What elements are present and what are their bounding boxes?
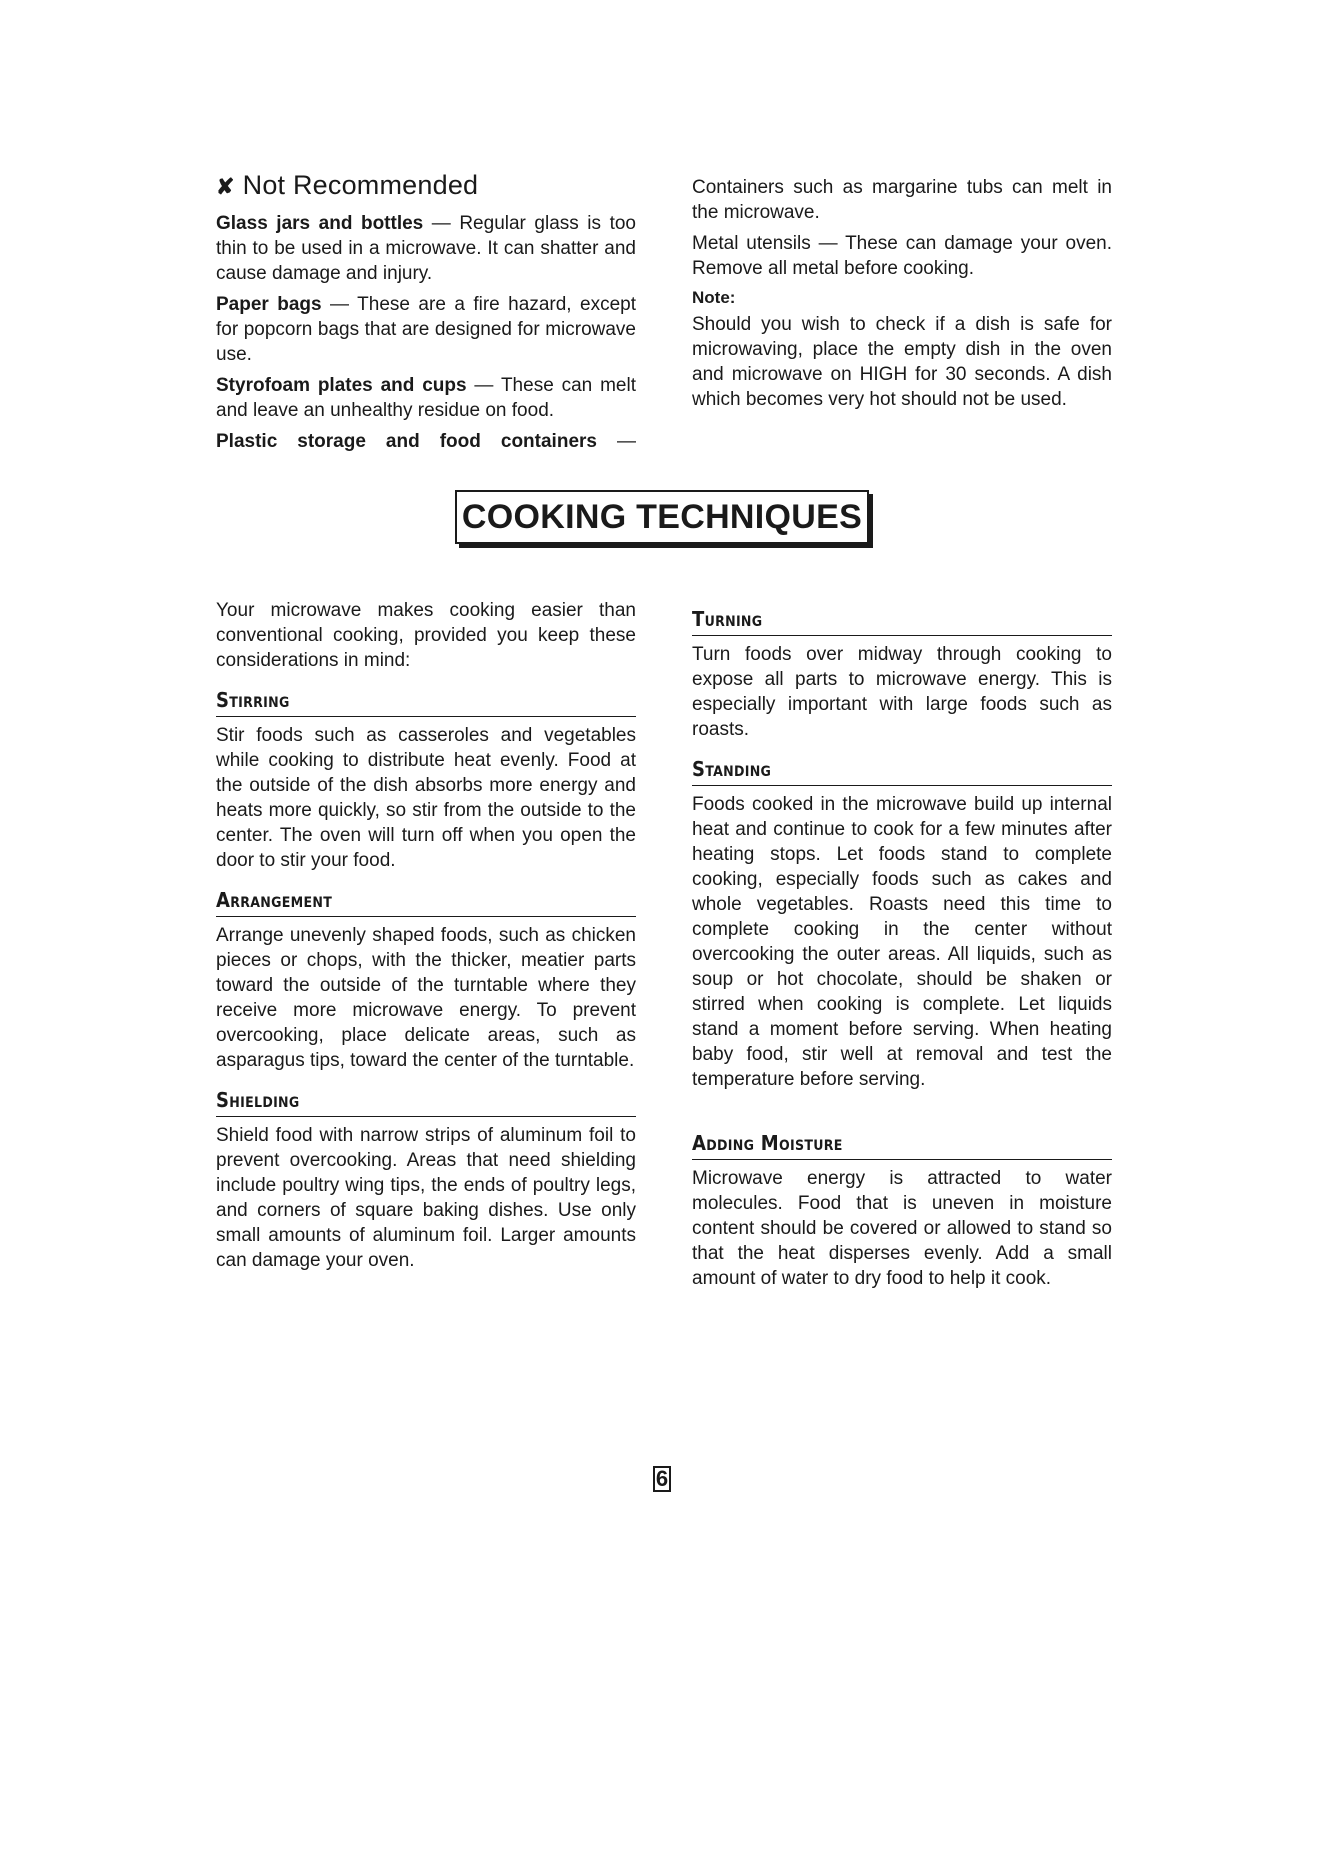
section-stirring <box>216 687 636 873</box>
stirring-heading: Stirring <box>216 687 636 717</box>
shielding-text: Shield food with narrow strips of aluminum foil to prevent overcooking. Areas that need shielding include poultry wing tips, the ends of poultry legs, and corners of square baking dishes. Use only small amounts of aluminum foil. Larger amounts can damage your oven. <box>216 1125 636 1271</box>
item-plastic-storage <box>216 429 636 454</box>
plastic-continuation: Containers such as margarine tubs can melt in the microwave. <box>692 177 1112 223</box>
section-standing <box>692 756 1112 1092</box>
item-term: Glass jars and bottles <box>216 213 424 234</box>
section-shielding <box>216 1087 636 1273</box>
not-recommended-heading-text: Not Recommended <box>242 170 479 200</box>
turning-text: Turn foods over midway through cooking to expose all parts to microwave energy. This is especially important with large foods such as roasts. <box>692 644 1112 740</box>
item-term: Paper bags <box>216 294 322 315</box>
item-text: — Regular glass is too thin to be used in a microwave. It can shatter and cause damage and injury. <box>216 213 636 284</box>
section-adding-moisture <box>692 1130 1112 1291</box>
shielding-heading: Shielding <box>216 1087 636 1117</box>
item-styrofoam <box>216 373 636 423</box>
note-text: Should you wish to check if a dish is safe for microwaving, place the empty dish in the oven and microwave on HIGH for 30 seconds. A dish which becomes very hot should not be used. <box>692 314 1112 410</box>
item-text: — These are a fire hazard, except for popcorn bags that are designed for microwave use. <box>216 294 636 365</box>
item-text: — <box>596 431 636 452</box>
item-term: Plastic storage and food containers <box>216 431 597 452</box>
cooking-left-column <box>216 598 636 1273</box>
stirring-text: Stir foods such as casseroles and vegetables while cooking to distribute heat evenly. Food at the outside of the dish absorbs more energy and heats more quickly, so stir from the outside to the center. The oven will turn off when you open the door to stir your food. <box>216 725 636 871</box>
adding-moisture-text: Microwave energy is attracted to water molecules. Food that is uneven in moisture content should be covered or allowed to stand so that the heat disperses evenly. Add a small amount of water to dry food to help it cook. <box>692 1168 1112 1289</box>
item-paper-bags <box>216 292 636 367</box>
x-mark-icon: ✘ <box>216 174 235 199</box>
standing-text: Foods cooked in the microwave build up internal heat and continue to cook for a few minutes after heating stops. Let foods stand to complete cooking, especially foods such as cakes and whole vegetables. Roasts need this time to complete cooking in the center without overcooking the outer areas. All liquids, such as soup or hot chocolate, should be shaken or stirred when cooking is complete. Let liquids stand a moment before serving. When heating baby food, stir well at removal and test the temperature before serving. <box>692 794 1112 1090</box>
not-recommended-heading <box>216 170 636 202</box>
metal-utensils: Metal utensils — These can damage your oven. Remove all metal before cooking. <box>692 233 1112 279</box>
item-term: Styrofoam plates and cups <box>216 375 467 396</box>
not-recommended-left-column <box>216 170 636 454</box>
turning-heading: Turning <box>692 606 1112 636</box>
page-number: 6 <box>653 1466 671 1492</box>
section-turning <box>692 606 1112 742</box>
section-arrangement <box>216 887 636 1073</box>
standing-heading: Standing <box>692 756 1112 786</box>
cooking-intro: Your microwave makes cooking easier than conventional cooking, provided you keep these considerations in mind: <box>216 600 636 671</box>
adding-moisture-heading: Adding Moisture <box>692 1130 1112 1160</box>
note-label: Note: <box>692 288 736 307</box>
cooking-techniques-title: COOKING TECHNIQUES <box>455 490 869 544</box>
arrangement-text: Arrange unevenly shaped foods, such as chicken pieces or chops, with the thicker, meatier parts toward the outside of the turntable where they receive more microwave energy. To prevent overcooking, place delicate areas, such as asparagus tips, toward the center of the turntable. <box>216 925 636 1071</box>
not-recommended-right-column <box>692 175 1112 412</box>
arrangement-heading: Arrangement <box>216 887 636 917</box>
cooking-right-column <box>692 606 1112 1291</box>
item-glass-jars <box>216 211 636 286</box>
item-text: — These can melt and leave an unhealthy residue on food. <box>216 375 636 421</box>
